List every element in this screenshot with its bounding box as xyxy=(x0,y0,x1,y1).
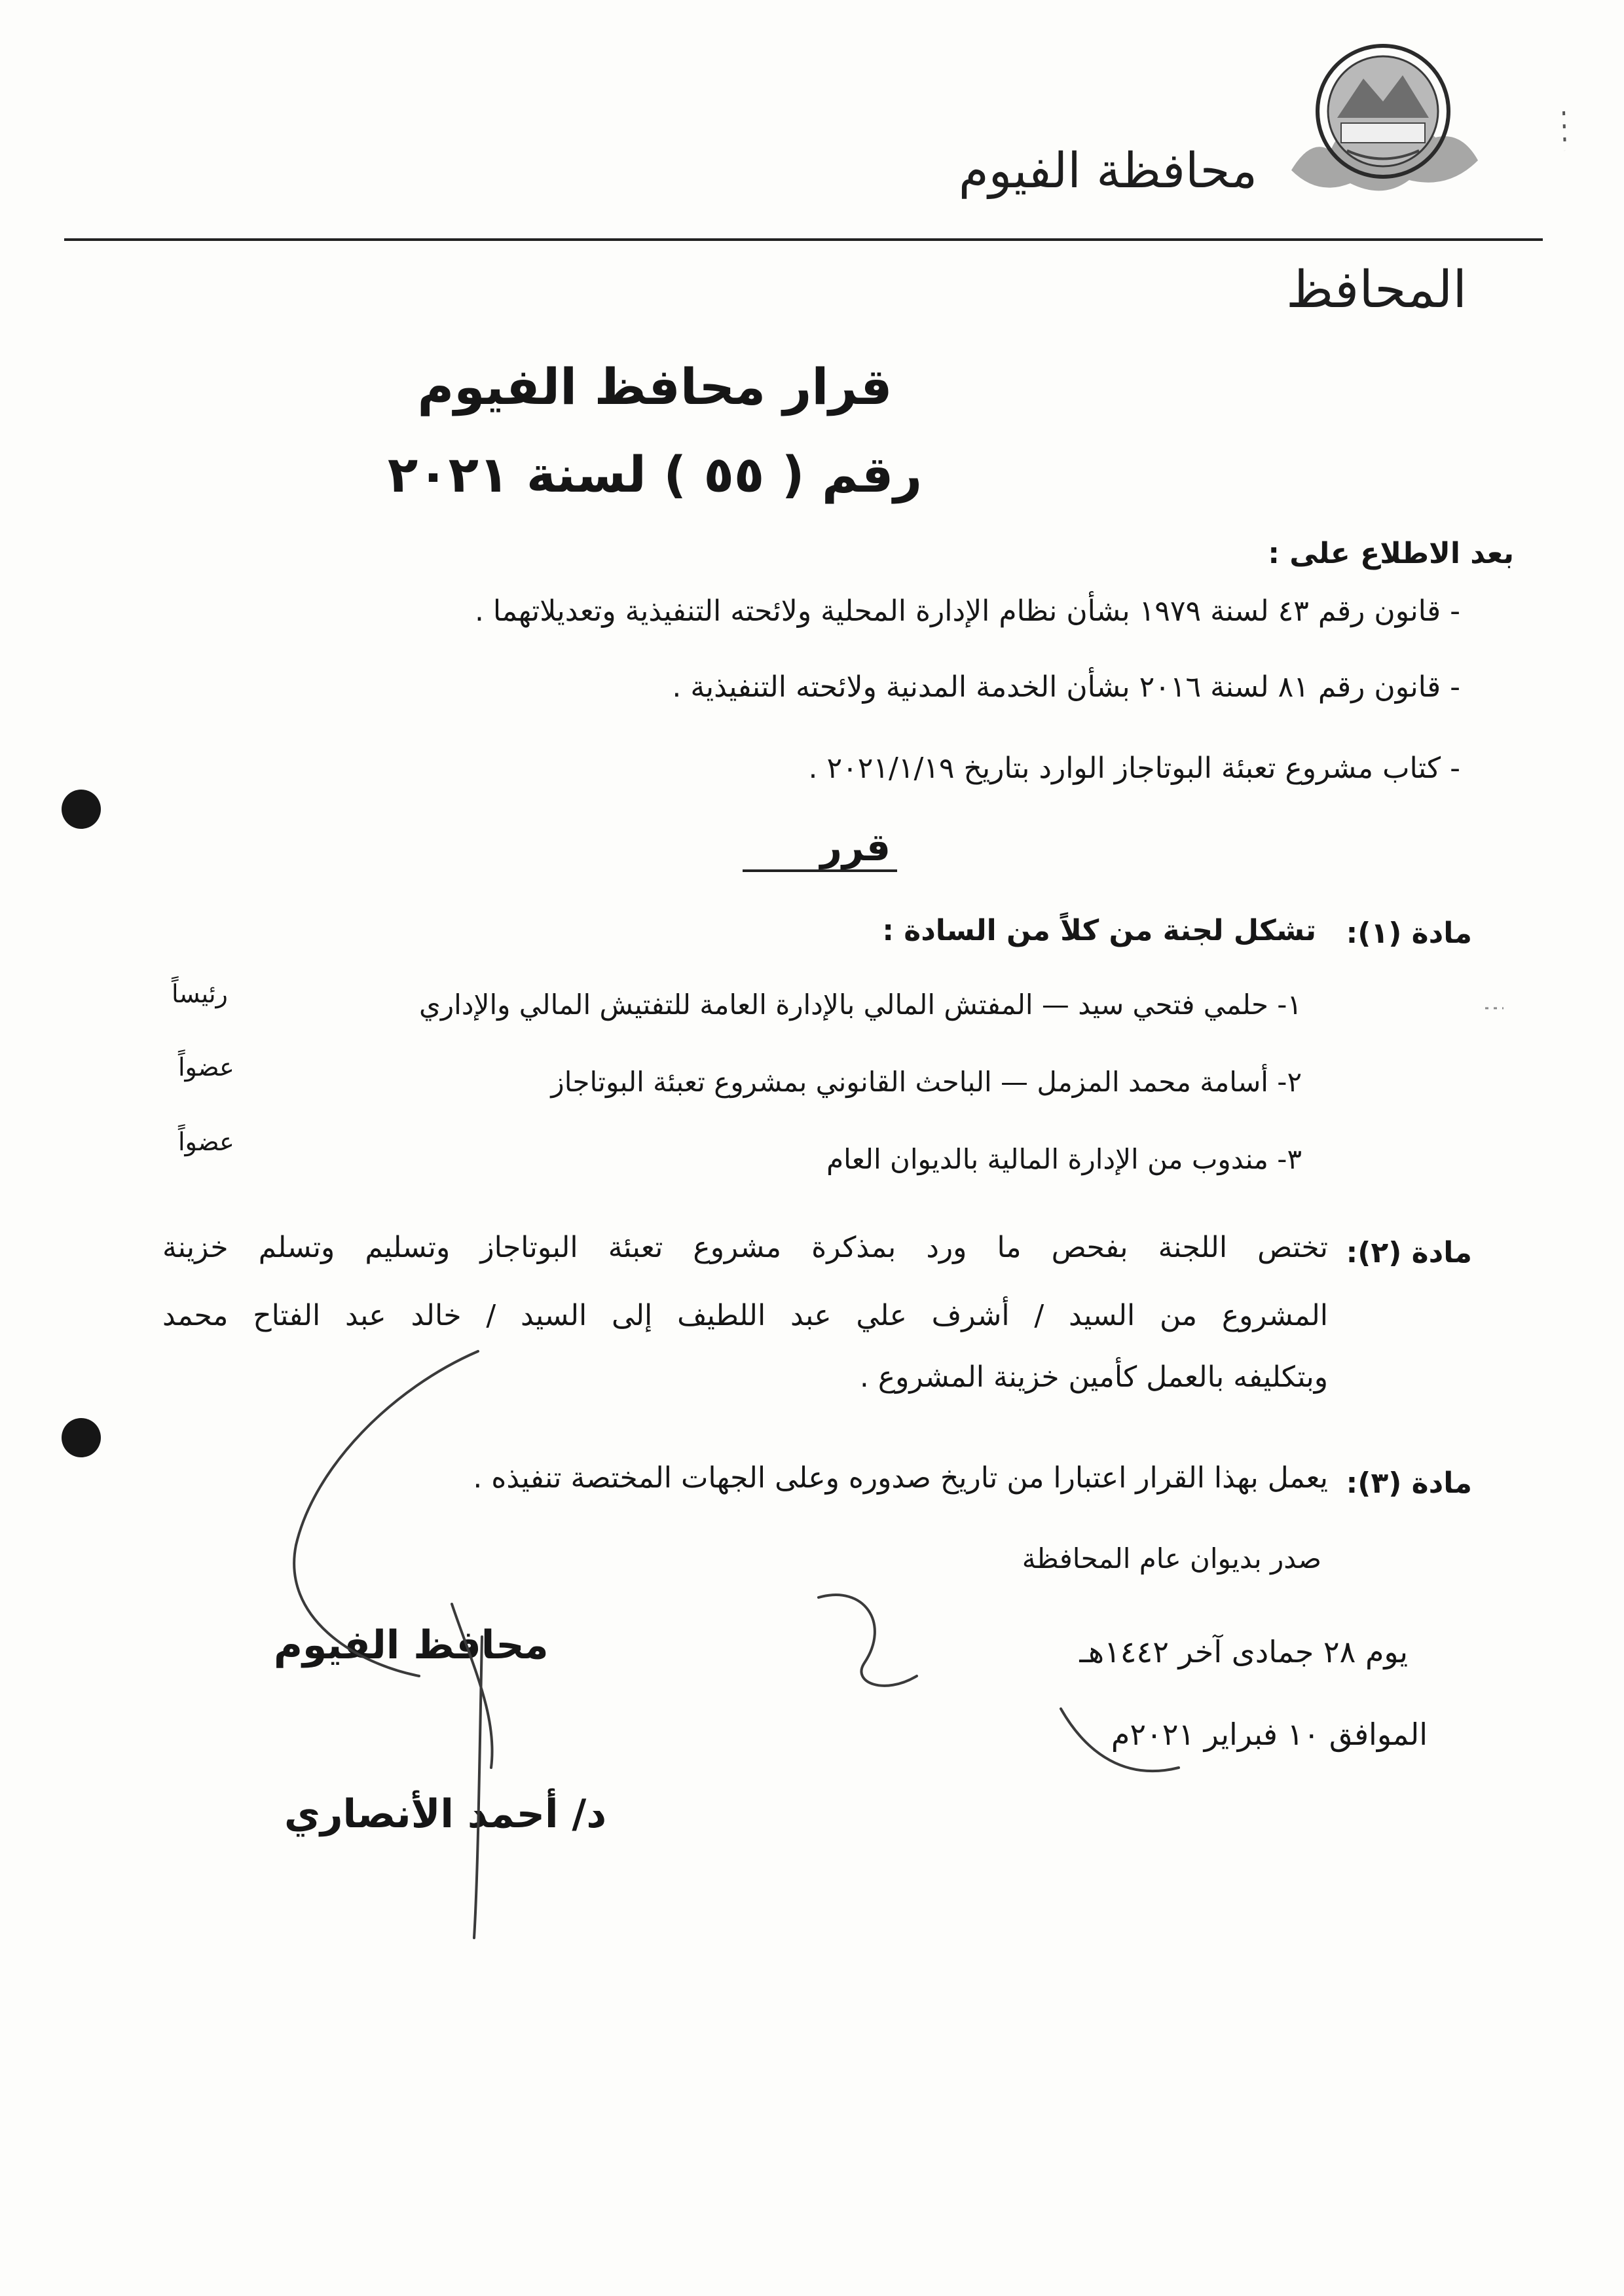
governorate-name: محافظة الفيوم xyxy=(958,143,1257,199)
article-1-text: تشكل لجنة من كلاً من السادة : xyxy=(882,914,1316,947)
office-heading: المحافظ xyxy=(1286,261,1467,319)
article-2-line: المشروع من السيد / أشرف علي عبد اللطيف إلى السيد / خالد عبد الفتاح محمد xyxy=(162,1299,1328,1332)
committee-member: ١- حلمي فتحي سيد — المفتش المالي بالإدارة العامة للتفتيش المالي والإداري xyxy=(418,989,1302,1021)
signatory-name: د/ أحمد الأنصاري xyxy=(284,1791,607,1837)
signatory-title: محافظ الفيوم xyxy=(274,1622,549,1668)
article-3-text: يعمل بهذا القرار اعتبارا من تاريخ صدوره وعلى الجهات المختصة تنفيذه . xyxy=(473,1461,1328,1495)
member-role: رئيساً xyxy=(172,979,228,1008)
article-2-line: تختص اللجنة بفحص ما ورد بمذكرة مشروع تعبئة البوتاجاز وتسليم وتسلم خزينة xyxy=(162,1231,1328,1264)
preamble-item: - كتاب مشروع تعبئة البوتاجاز الوارد بتاريخ ٢٠٢١/١/١٩ . xyxy=(808,752,1460,785)
member-role: عضواً xyxy=(178,1053,234,1082)
article-2-line: وبتكليفه بالعمل كأمين خزينة المشروع . xyxy=(859,1360,1328,1394)
article-3-label: مادة (٣): xyxy=(1346,1467,1472,1500)
decided-heading: قرر xyxy=(820,825,891,869)
header-divider xyxy=(64,238,1543,241)
gregorian-date: الموافق ١٠ فبراير ٢٠٢١م xyxy=(1111,1717,1428,1752)
preamble-item: - قانون رقم ٨١ لسنة ٢٠١٦ بشأن الخدمة المدنية ولائحته التنفيذية . xyxy=(672,670,1460,704)
committee-member: ٣- مندوب من الإدارة المالية بالديوان العام xyxy=(826,1143,1302,1175)
punch-hole-icon xyxy=(62,1418,101,1457)
governorate-seal-icon xyxy=(1285,39,1481,203)
committee-member: ٢- أسامة محمد المزمل — الباحث القانوني بمشروع تعبئة البوتاجاز xyxy=(551,1066,1302,1098)
article-2-label: مادة (٢): xyxy=(1346,1236,1472,1269)
issued-at: صدر بديوان عام المحافظة xyxy=(1022,1542,1321,1575)
punch-hole-icon xyxy=(62,790,101,829)
article-1-label: مادة (١): xyxy=(1346,917,1472,950)
decided-underline xyxy=(743,869,897,872)
preamble-item: - قانون رقم ٤٣ لسنة ١٩٧٩ بشأن نظام الإدارة المحلية ولائحته التنفيذية وتعديلاتهما . xyxy=(474,594,1460,628)
preamble-heading: بعد الاطلاع على : xyxy=(1268,537,1514,570)
member-role: عضواً xyxy=(178,1127,234,1156)
decision-title: قرار محافظ الفيوم xyxy=(417,357,893,416)
hijri-date: يوم ٢٨ جمادى آخر ١٤٤٢هـ xyxy=(1079,1634,1408,1669)
decision-number: رقم ( ٥٥ ) لسنة ٢٠٢١ xyxy=(387,445,923,503)
